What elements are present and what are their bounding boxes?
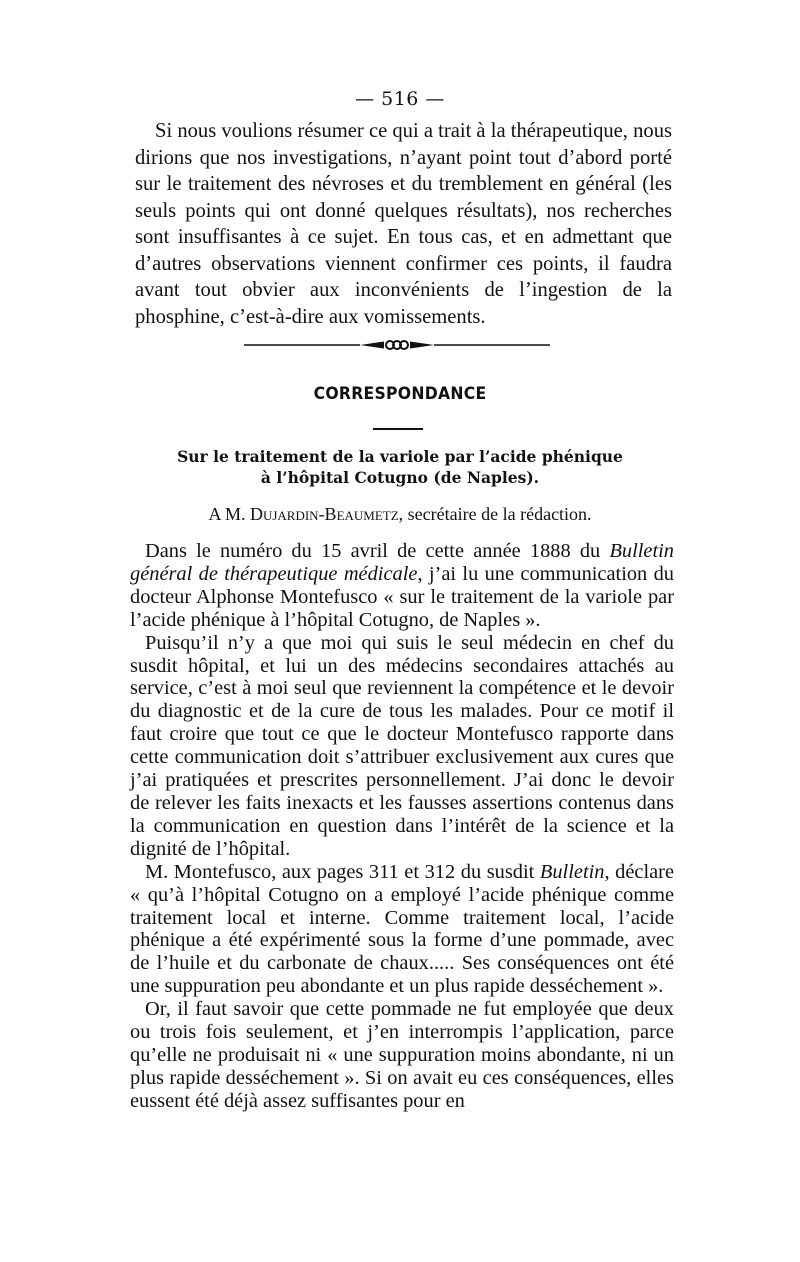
section-heading: CORRESPONDANCE [313, 384, 487, 404]
addressee-line [0, 504, 800, 525]
journal-title: Bulletin général de thérapeutique médicale [130, 540, 674, 585]
letter-p1-before: Dans le numéro du 15 avril de cette année 1888 du [145, 540, 610, 562]
letter-paragraph-3 [130, 861, 674, 998]
section-divider-ornament [244, 337, 550, 353]
addressee-name: Dujardin-Beaumetz [249, 504, 399, 524]
divider-taper-left [360, 342, 384, 349]
letter-title [0, 446, 800, 488]
intro-paragraph-text: Si nous voulions résumer ce qui a trait à la thérapeutique, nous dirions que nos investigations, n’ayant point tout d’abord porté sur le traitement des névroses et du tremblement en général (les seuls points qui ont donné quelques résultats), nos recherches sont insuffisantes à ce sujet. En tous cas, et en admettant que d’autres observations viennent confirmer ces points, il faudra avant tout obvier aux inconvénients de l’ingestion de la phosphine, c’est-à-dire aux vomissements. [135, 120, 673, 328]
journal-short-title: Bulletin [539, 860, 605, 883]
letter-title-line-2: à l’hôpital Cotugno (de Naples). [260, 468, 540, 487]
letter-p3-before: M. Montefusco, aux pages 311 et 312 du susdit [145, 860, 540, 883]
letter-paragraph-4: Or, il faut savoir que cette pommade ne fut employée que deux ou trois fois seulement, et j’en interrompis l’application, parce qu’elle ne produisait ni « une suppuration moins abondante, ni un plus rapide desséchement ». Si on avait eu ces conséquences, elles eussent été déjà assez suffisantes pour en [130, 998, 674, 1112]
intro-paragraph [135, 118, 672, 330]
heading-underline [373, 428, 423, 430]
letter-body [130, 540, 674, 1113]
page-number: — 516 — [355, 88, 445, 110]
letter-title-line-1: Sur le traitement de la variole par l’acide phénique [177, 447, 623, 466]
letter-p1-after: , j’ai lu une communication du docteur Alphonse Montefusco « sur le traitement de la variole par l’acide phénique à l’hôpital Cotugno, de Naples ». [130, 562, 674, 631]
letter-paragraph-2: Puisqu’il n’y a que moi qui suis le seul médecin en chef du susdit hôpital, et lui un des médecins secondaires attachés au service, c’est à moi seul que reviennent la compétence et le devoir du diagnostic et de la cure de tous les malades. Pour ce motif il faut croire que tout ce que le docteur Montefusco rapporte dans cette communication doit s’attribuer exclusivement aux cures que j’ai pratiquées et prescrites personnellement. J’ai donc le devoir de relever les faits inexacts et les fausses assertions contenus dans la communication en question dans l’intérêt de la science et la dignité de l’hôpital. [130, 631, 674, 860]
letter-paragraph-1 [130, 540, 674, 632]
addressee-prefix: A M. [208, 504, 246, 524]
addressee-suffix: , secrétaire de la rédaction. [398, 504, 592, 524]
letter-p3-after: , déclare « qu’à l’hôpital Cotugno on a employé l’acide phénique comme traitement local et interne. Comme traitement local, l’acide phénique a été expérimenté sous la forme d’une pommade, avec de l’huile et du carbonate de chaux..... Ses conséquences ont été une suppuration peu abondante et un plus rapide desséchement ». [130, 860, 674, 998]
divider-taper-right [410, 342, 434, 349]
